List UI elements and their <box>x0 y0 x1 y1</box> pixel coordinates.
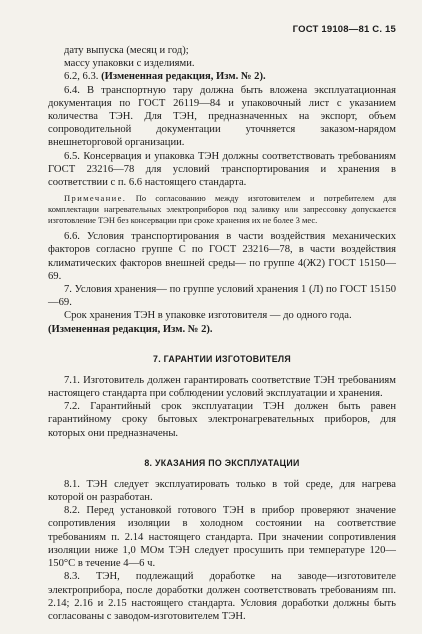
clause-7-1: 7.1. Изготовитель должен гарантировать соответствие ТЭН требованиям настоящего стандарта при соблюдении условий эксплуатации и хранения. <box>48 374 396 400</box>
note-text: По согласованию между изготовителем и потребителем для комплектации нагревательных электроприборов под заливку или запрессовку допускается изготовление ТЭН без консервации при сроке хранения их не более 3 мес. <box>48 193 396 226</box>
clause-6-6: 6.6. Условия транспортирования в части воздействия механических факторов согласно группе С по ГОСТ 23216—78, в части воздействия климатических факторов внешней среды— по группе 4(Ж2) ГОСТ 15150—69. <box>48 231 396 282</box>
note <box>48 193 396 226</box>
clause-6-5: 6.5. Консервация и упаковка ТЭН должны соответствовать требованиям ГОСТ 23216—78 для условий транспортирования и хранения в соответствии с п. 6.6 настоящего стандарта. <box>48 150 396 189</box>
page-header: ГОСТ 19108—81 С. 15 <box>292 24 396 35</box>
revision-6-2-6-3 <box>48 70 396 83</box>
clause-7-2: 7.2. Гарантийный срок эксплуатации ТЭН должен быть равен гарантийному сроку бытовых электронагревательных приборов, для которых они предназначены. <box>48 401 396 439</box>
clause-ref: 6.2, 6.3. <box>64 71 99 83</box>
section-8-heading: 8. УКАЗАНИЯ ПО ЭКСПЛУАТАЦИИ <box>144 457 300 468</box>
note-label: Примечание. <box>64 193 127 204</box>
clause-8-3: 8.3. ТЭН, подлежащий доработке на заводе—изготовителе электроприбора, после доработки должен соответствовать требованиям пп. 2.14; 2.16 и 2.15 настоящего стандарта. Условия доработки должны быть согласованы с заводом-изготовителем ТЭН. <box>48 571 396 622</box>
clause-8-2: 8.2. Перед установкой готового ТЭН в прибор проверяют значение сопротивления изоляции в холодном состоянии на соответствие требованиям п. 2.14 настоящего стандарта. При значении сопротивления изоляции ниже 1,0 МОм ТЭН следует просушить при температуре 120—150°С в течение 4—6 ч. <box>48 505 396 570</box>
clause-8-1: 8.1. ТЭН следует эксплуатировать только в той среде, для нагрева которой он разработан. <box>48 478 396 504</box>
label-item-mass: массу упаковки с изделиями. <box>64 58 195 70</box>
label-item-date: дату выпуска (месяц и год); <box>64 45 189 56</box>
revision-note: (Измененная редакция, Изм. № 2). <box>101 71 266 83</box>
section-6-continued <box>48 44 396 336</box>
revision-note-2: (Измененная редакция, Изм. № 2). <box>48 323 213 335</box>
section-7-heading: 7. ГАРАНТИИ ИЗГОТОВИТЕЛЯ <box>153 353 291 364</box>
storage-term: Срок хранения ТЭН в упаковке изготовителя — до одного года. <box>64 310 352 322</box>
clause-6-4: 6.4. В транспортную тару должна быть вложена эксплуатационная документация по ГОСТ 26119—84 и упаковочный лист с указанием количества ТЭН. Для ТЭН, предназначенных на экспорт, объем сопроводительной документации уточняется заказом-нарядом внешнеторговой организации. <box>48 84 396 149</box>
clause-6-7: 7. Условия хранения— по группе условий хранения 1 (Л) по ГОСТ 15150—69. <box>48 284 396 309</box>
